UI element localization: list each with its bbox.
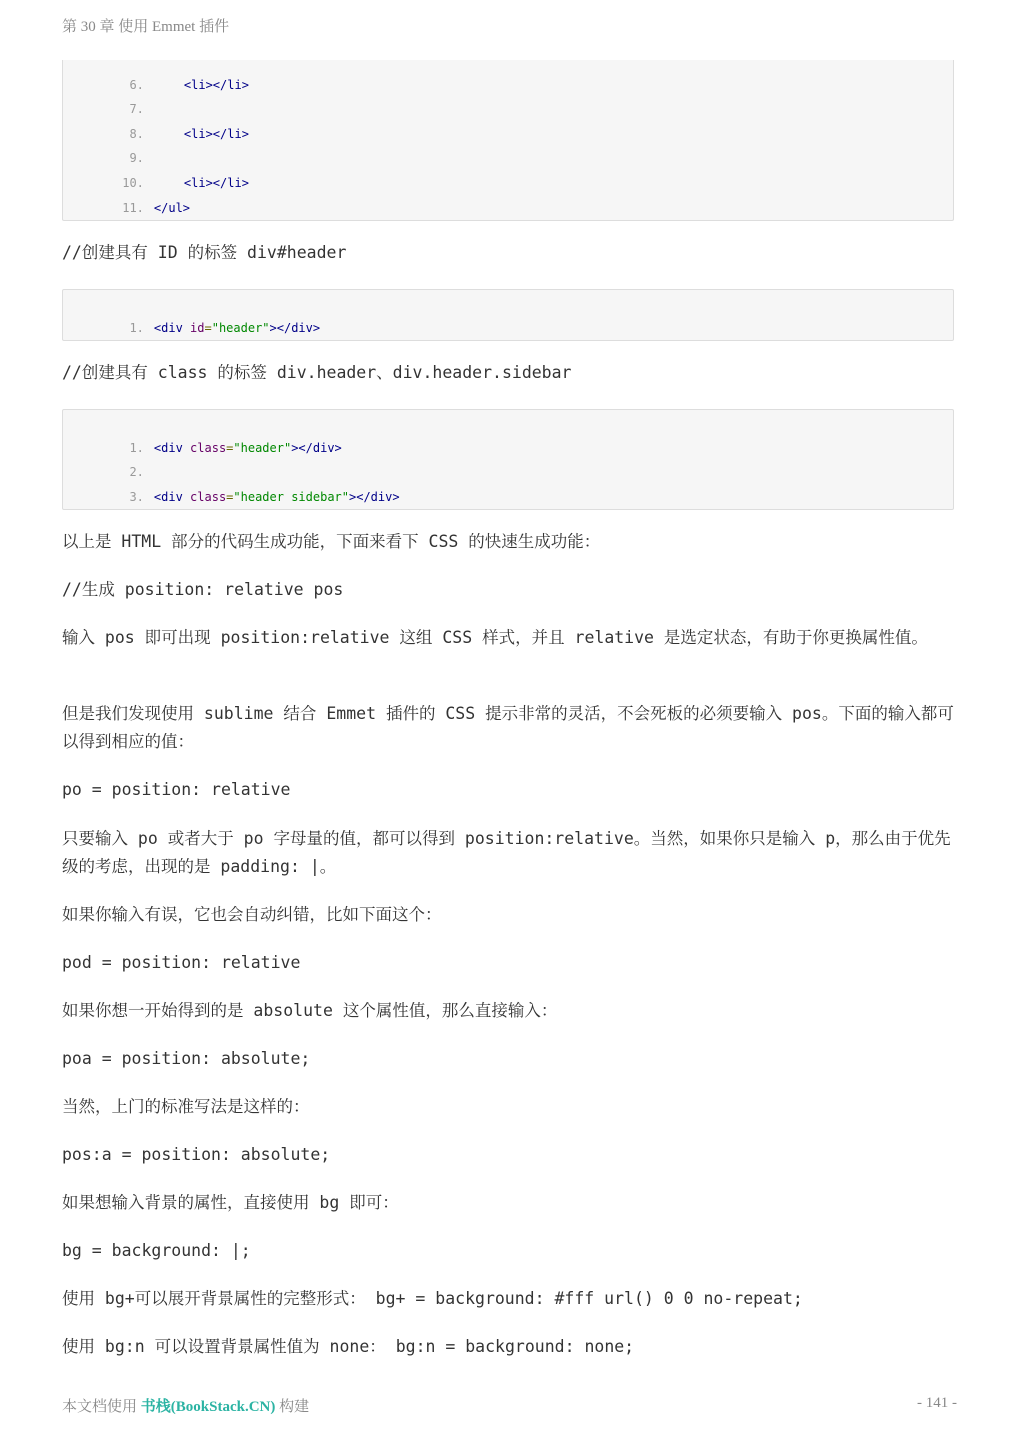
line-number: 6. — [129, 78, 144, 92]
code-punct: = — [226, 441, 234, 455]
code-line — [63, 424, 342, 455]
line-number: 7. — [129, 102, 144, 116]
code-tag: <li></li> — [183, 127, 249, 141]
code-line — [63, 184, 191, 215]
paragraph-class-comment: //创建具有 class 的标签 div.header、div.header.sidebar — [62, 363, 572, 382]
page-number: - 141 - — [917, 1395, 957, 1411]
footer-prefix: 本文档使用 — [62, 1399, 141, 1415]
code-attr-value: "header" — [233, 441, 292, 455]
page-header: 第 30 章 使用 Emmet 插件 — [62, 19, 230, 35]
code-line — [63, 61, 249, 92]
code-punct: = — [204, 321, 212, 335]
code-line — [63, 159, 249, 190]
line-number: 8. — [129, 127, 144, 141]
code-line — [63, 473, 400, 504]
code-tag: </ul> — [153, 201, 191, 215]
code-block-list-items — [62, 60, 954, 221]
paragraph: 如果想输入背景的属性，直接使用 bg 即可： — [62, 1193, 399, 1212]
code-line — [63, 110, 249, 141]
code-tag-close: ></div> — [349, 490, 400, 504]
paragraph: 当然，上门的标准写法是这样的： — [62, 1097, 310, 1116]
paragraph: 使用 bg:n 可以设置背景属性值为 none： bg:n = background: none; — [62, 1337, 635, 1356]
paragraph: 使用 bg+可以展开背景属性的完整形式： bg+ = background: #fff url() 0 0 no-repeat; — [62, 1289, 803, 1308]
code-tag-open: <div — [153, 490, 183, 504]
code-line — [63, 448, 144, 479]
code-tag: <li></li> — [183, 176, 249, 190]
paragraph: poa = position: absolute; — [62, 1049, 311, 1068]
code-attr-value: "header" — [211, 321, 270, 335]
paragraph: bg = background: |; — [62, 1241, 251, 1260]
code-tag-close: ></div> — [291, 441, 342, 455]
code-line — [63, 85, 144, 116]
line-number: 9. — [129, 151, 144, 165]
paragraph-id-comment: //创建具有 ID 的标签 div#header — [62, 243, 347, 262]
code-attr-name: class — [190, 490, 227, 504]
paragraph: //生成 position: relative pos — [62, 580, 344, 599]
code-line — [63, 304, 321, 335]
line-number: 1. — [129, 441, 144, 455]
paragraph: 只要输入 po 或者大于 po 字母量的值，都可以得到 position:relative。当然，如果你只是输入 p，那么由于优先级的考虑，出现的是 padding: |。 — [62, 829, 951, 876]
bookstack-link[interactable]: 书栈(BookStack.CN) — [140, 1399, 276, 1415]
code-block-div-id — [62, 289, 954, 341]
line-number: 11. — [122, 201, 144, 215]
code-attr-name: class — [190, 441, 227, 455]
line-number: 10. — [122, 176, 144, 190]
code-attr-value: "header sidebar" — [233, 490, 349, 504]
code-punct: = — [226, 490, 234, 504]
code-tag-close: ></div> — [269, 321, 321, 335]
code-block-div-class — [62, 409, 954, 510]
footer-suffix: 构建 — [275, 1399, 310, 1415]
paragraph: 但是我们发现使用 sublime 结合 Emmet 插件的 CSS 提示非常的灵活，不会死板的必须要输入 pos。下面的输入都可以得到相应的值： — [62, 704, 954, 751]
paragraph: 如果你输入有误，它也会自动纠错，比如下面这个： — [62, 905, 442, 924]
paragraph: 输入 pos 即可出现 position:relative 这组 CSS 样式，并且 relative 是选定状态，有助于你更换属性值。 — [62, 628, 928, 647]
code-line — [63, 134, 144, 165]
paragraph: po = position: relative — [62, 780, 291, 799]
paragraph: pod = position: relative — [62, 953, 301, 972]
code-tag-open: <div — [153, 441, 183, 455]
code-tag: <li></li> — [183, 78, 249, 92]
paragraph: pos:a = position: absolute; — [62, 1145, 331, 1164]
line-number: 1. — [129, 321, 144, 335]
line-number: 2. — [129, 465, 144, 479]
paragraph: 如果你想一开始得到的是 absolute 这个属性值，那么直接输入： — [62, 1001, 558, 1020]
page-footer — [62, 1395, 309, 1416]
code-tag-open: <div — [153, 321, 183, 335]
code-attr-name: id — [190, 321, 205, 335]
paragraph: 以上是 HTML 部分的代码生成功能，下面来看下 CSS 的快速生成功能： — [62, 532, 601, 551]
line-number: 3. — [129, 490, 144, 504]
